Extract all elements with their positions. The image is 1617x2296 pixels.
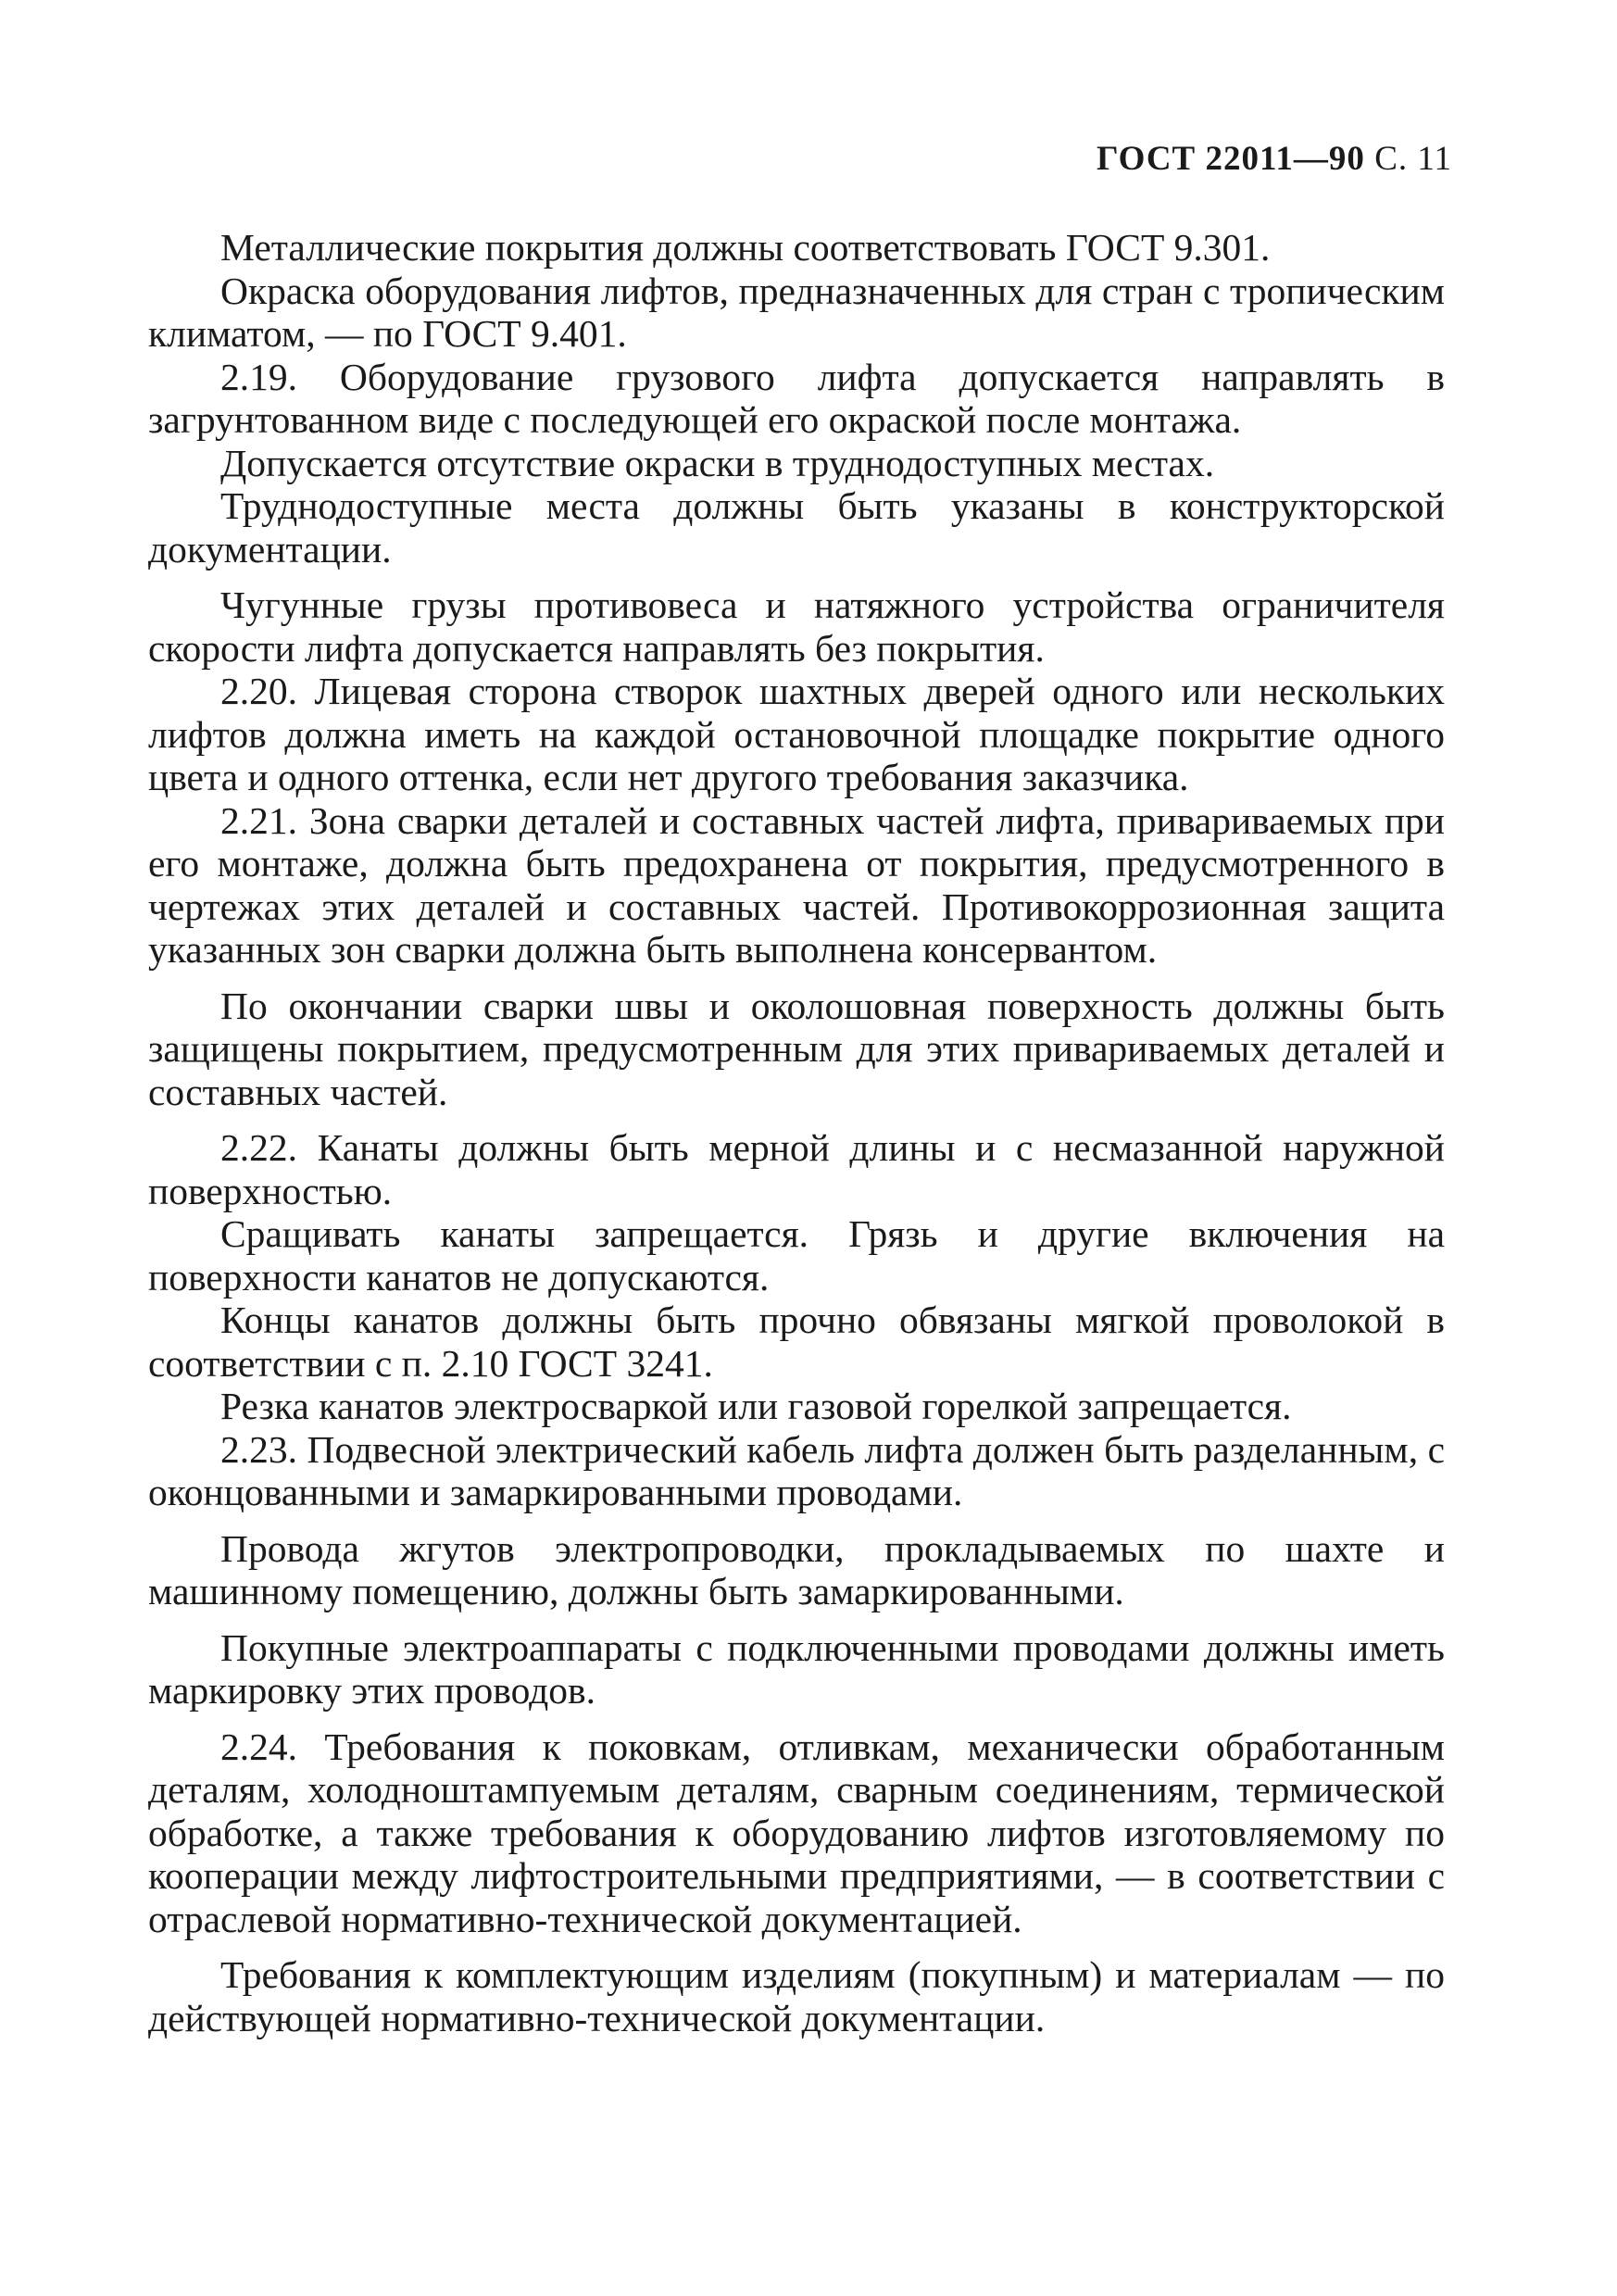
paragraph: Металлические покрытия должны соответствовать ГОСТ 9.301.	[220, 226, 1271, 269]
paragraph: По окончании сварки швы и околошовная поверхность должны быть защищены покрытием, предусмотренным для этих привариваемых деталей и составных частей.	[148, 984, 1445, 1113]
paragraph: Концы канатов должны быть прочно обвязаны мягкой проволокой в соответствии с п. 2.10 ГОСТ 3241.	[148, 1299, 1445, 1385]
page-number: С. 11	[1374, 140, 1452, 178]
paragraph: Сращивать канаты запрещается. Грязь и другие включения на поверхности канатов не допускаются.	[148, 1212, 1445, 1299]
paragraph-clause-2-23: 2.23. Подвесной электрический кабель лифта должен быть разделанным, с оконцованными и замаркированными проводами.	[148, 1427, 1445, 1513]
document-body	[148, 226, 1445, 2039]
paragraph: Чугунные грузы противовеса и натяжного устройства ограничителя скорости лифта допускается направлять без покрытия.	[148, 583, 1445, 670]
paragraph: Труднодоступные места должны быть указаны в конструкторской документации.	[148, 484, 1445, 571]
paragraph: Допускается отсутствие окраски в труднодоступных местах.	[220, 441, 1215, 484]
paragraph: Окраска оборудования лифтов, предназначенных для стран с тропическим климатом, — по ГОСТ 9.401.	[148, 269, 1445, 355]
paragraph: Покупные электроаппараты с подключенными проводами должны иметь маркировку этих проводов.	[148, 1625, 1445, 1712]
paragraph: Резка канатов электросваркой или газовой горелкой запрещается.	[220, 1385, 1292, 1427]
standard-number: ГОСТ 22011—90	[1096, 140, 1365, 178]
paragraph-clause-2-21: 2.21. Зона сварки деталей и составных частей лифта, привариваемых при его монтаже, должна быть предохранена от покрытия, предусмотренного в чертежах этих деталей и составных частей. Противокоррозионная защита указанных зон сварки должна быть выполнена консервантом.	[148, 798, 1445, 971]
paragraph-clause-2-20: 2.20. Лицевая сторона створок шахтных дверей одного или нескольких лифтов должна иметь на каждой остановочной площадке покрытие одного цвета и одного оттенка, если нет другого требования заказчика.	[148, 670, 1445, 798]
page-header	[1097, 139, 1452, 179]
paragraph-clause-2-24: 2.24. Требования к поковкам, отливкам, механически обработанным деталям, холодноштампуемым деталям, сварным соединениям, термической обработке, а также требования к оборудованию лифтов изготовляемому по кооперации между лифтостроительными предприятиями, — в соответствии с отраслевой нормативно-технической документацией.	[148, 1725, 1445, 1940]
paragraph: Требования к комплектующим изделиям (покупным) и материалам — по действующей нормативно-технической документации.	[148, 1953, 1445, 2039]
paragraph: Провода жгутов электропроводки, прокладываемых по шахте и машинному помещению, должны быть замаркированными.	[148, 1526, 1445, 1612]
paragraph-clause-2-19: 2.19. Оборудование грузового лифта допускается направлять в загрунтованном виде с последующей его окраской после монтажа.	[148, 355, 1445, 441]
paragraph-clause-2-22: 2.22. Канаты должны быть мерной длины и с несмазанной наружной поверхностью.	[148, 1126, 1445, 1212]
